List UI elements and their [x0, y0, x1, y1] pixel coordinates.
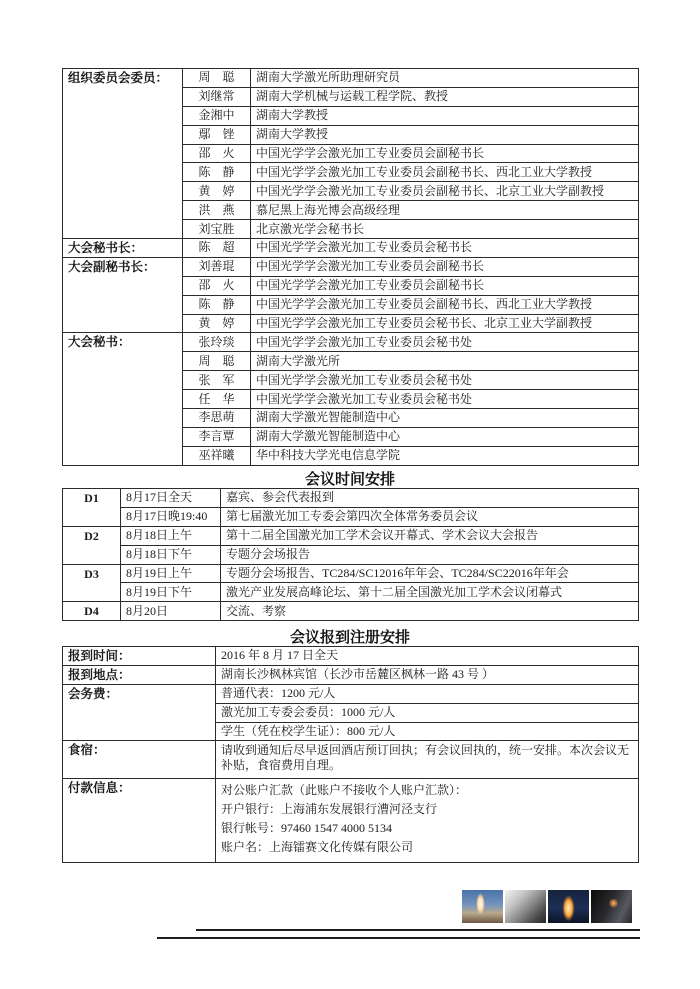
member-title: 中国光学学会激光加工专业委员会副秘书长、西北工业大学教授 — [251, 295, 639, 314]
member-title: 湖南大学激光所助理研究员 — [251, 69, 639, 88]
committee-section-label: 组织委员会委员： — [63, 69, 183, 239]
member-name: 洪 燕 — [183, 201, 251, 220]
schedule-time: 8月19日上午 — [121, 564, 221, 583]
table-row — [63, 69, 639, 88]
member-title: 中国光学学会激光加工专业委员会副秘书长、西北工业大学教授 — [251, 163, 639, 182]
member-title: 湖南大学教授 — [251, 125, 639, 144]
member-name: 金湘中 — [183, 106, 251, 125]
schedule-event: 第七届激光加工专委会第四次全体常务委员会议 — [221, 507, 639, 526]
registration-label: 付款信息： — [63, 779, 216, 863]
member-name: 李言覃 — [183, 427, 251, 446]
machined-metal-part-photo — [505, 890, 546, 923]
rocket-launch-photo — [462, 890, 503, 923]
table-row — [63, 526, 639, 545]
fee-item: 学生（凭在校学生证）：800 元/人 — [216, 722, 639, 741]
payment-line: 银行帐号：97460 1547 4000 5134 — [221, 821, 393, 836]
schedule-time: 8月18日下午 — [121, 545, 221, 564]
member-name: 巫祥曦 — [183, 446, 251, 465]
table-row — [63, 779, 639, 863]
member-name: 黄 婷 — [183, 314, 251, 333]
schedule-time: 8月17日晚19:40 — [121, 507, 221, 526]
registration-label: 食宿： — [63, 741, 216, 779]
member-title: 湖南大学激光智能制造中心 — [251, 409, 639, 428]
member-name: 周 聪 — [183, 352, 251, 371]
table-row — [63, 545, 639, 564]
table-row — [63, 333, 639, 352]
registration-value: 2016 年 8 月 17 日全天 — [216, 647, 639, 666]
schedule-time: 8月18日上午 — [121, 526, 221, 545]
member-name: 张 军 — [183, 371, 251, 390]
member-name: 陈 超 — [183, 239, 251, 258]
table-row — [63, 489, 639, 508]
member-title: 湖南大学激光所 — [251, 352, 639, 371]
schedule-event: 专题分会场报告、TC284/SC12016年年会、TC284/SC22016年年会 — [221, 564, 639, 583]
table-row — [63, 239, 639, 258]
schedule-table — [62, 488, 639, 621]
payment-info — [216, 779, 639, 863]
schedule-day-label: D2 — [63, 526, 121, 564]
registration-section-title: 会议报到注册安排 — [289, 629, 410, 646]
schedule-event: 专题分会场报告 — [221, 545, 639, 564]
member-name: 邵 火 — [183, 276, 251, 295]
committee-section-label: 大会秘书长： — [63, 239, 183, 258]
member-title: 中国光学学会激光加工专业委员会副秘书长 — [251, 144, 639, 163]
member-title: 中国光学学会激光加工专业委员会副秘书长 — [251, 276, 639, 295]
member-title: 华中科技大学光电信息学院 — [251, 446, 639, 465]
member-name: 陈 静 — [183, 295, 251, 314]
member-title: 中国光学学会激光加工专业委员会秘书长、北京工业大学副教授 — [251, 314, 639, 333]
table-row — [63, 507, 639, 526]
member-name: 邵 火 — [183, 144, 251, 163]
member-title: 北京激光学会秘书长 — [251, 220, 639, 239]
member-title: 中国光学学会激光加工专业委员会秘书处 — [251, 371, 639, 390]
registration-label: 报到地点： — [63, 665, 216, 684]
schedule-event: 激光产业发展高峰论坛、第十二届全国激光加工学术会议闭幕式 — [221, 583, 639, 602]
member-title: 湖南大学机械与运载工程学院、教授 — [251, 87, 639, 106]
schedule-day-label: D3 — [63, 564, 121, 602]
schedule-day-label: D1 — [63, 489, 121, 527]
member-name: 黄 婷 — [183, 182, 251, 201]
schedule-day-label: D4 — [63, 602, 121, 621]
member-name: 刘继常 — [183, 87, 251, 106]
table-row — [63, 583, 639, 602]
registration-label: 报到时间： — [63, 647, 216, 666]
member-title: 中国光学学会激光加工专业委员会秘书长 — [251, 239, 639, 258]
schedule-time: 8月19日下午 — [121, 583, 221, 602]
schedule-event: 交流、考察 — [221, 602, 639, 621]
payment-line: 对公账户汇款（此账户不接收个人账户汇款）： — [221, 783, 468, 798]
schedule-section-title: 会议时间安排 — [304, 471, 395, 488]
schedule-time: 8月20日 — [121, 602, 221, 621]
table-row — [63, 647, 639, 666]
payment-line: 开户银行：上海浦东发展银行漕河泾支行 — [221, 802, 438, 817]
fee-item: 激光加工专委会委员：1000 元/人 — [216, 703, 639, 722]
member-name: 刘善琨 — [183, 257, 251, 276]
schedule-event: 第十二届全国激光加工学术会议开幕式、学术会议大会报告 — [221, 526, 639, 545]
laser-cutting-plume-photo — [548, 890, 589, 923]
member-title: 中国光学学会激光加工专业委员会秘书处 — [251, 390, 639, 409]
table-row — [63, 564, 639, 583]
member-title: 湖南大学激光智能制造中心 — [251, 427, 639, 446]
member-name: 任 华 — [183, 390, 251, 409]
member-name: 张玲琰 — [183, 333, 251, 352]
committee-section-label: 大会秘书： — [63, 333, 183, 465]
fee-item: 普通代表：1200 元/人 — [216, 684, 639, 703]
footer-rule-upper — [196, 929, 640, 931]
table-row — [63, 602, 639, 621]
member-title: 中国光学学会激光加工专业委员会副秘书长 — [251, 257, 639, 276]
table-row — [63, 684, 639, 703]
payment-line: 账户名：上海镭赛文化传媒有限公司 — [221, 840, 414, 855]
laser-machining-dark-photo — [591, 890, 632, 923]
member-name: 刘宝胜 — [183, 220, 251, 239]
footer-photo-strip — [462, 890, 632, 923]
committee-table — [62, 68, 639, 466]
table-row — [63, 257, 639, 276]
member-title: 湖南大学教授 — [251, 106, 639, 125]
member-title: 中国光学学会激光加工专业委员会副秘书长、北京工业大学副教授 — [251, 182, 639, 201]
registration-label: 会务费： — [63, 684, 216, 741]
lodging-note: 请收到通知后尽早返回酒店预订回执；有会议回执的，统一安排。本次会议无补贴，食宿费用自理。 — [216, 741, 639, 779]
member-title: 慕尼黑上海光博会高级经理 — [251, 201, 639, 220]
schedule-time: 8月17日全天 — [121, 489, 221, 508]
schedule-event: 嘉宾、参会代表报到 — [221, 489, 639, 508]
member-name: 陈 静 — [183, 163, 251, 182]
member-title: 中国光学学会激光加工专业委员会秘书处 — [251, 333, 639, 352]
table-row — [63, 741, 639, 779]
table-row — [63, 665, 639, 684]
member-name: 鄢 锉 — [183, 125, 251, 144]
committee-section-label: 大会副秘书长： — [63, 257, 183, 333]
member-name: 李思萌 — [183, 409, 251, 428]
registration-table — [62, 646, 639, 863]
registration-value: 湖南长沙枫林宾馆（长沙市岳麓区枫林一路 43 号 ） — [216, 665, 639, 684]
footer-rule-lower — [157, 937, 640, 939]
member-name: 周 聪 — [183, 69, 251, 88]
